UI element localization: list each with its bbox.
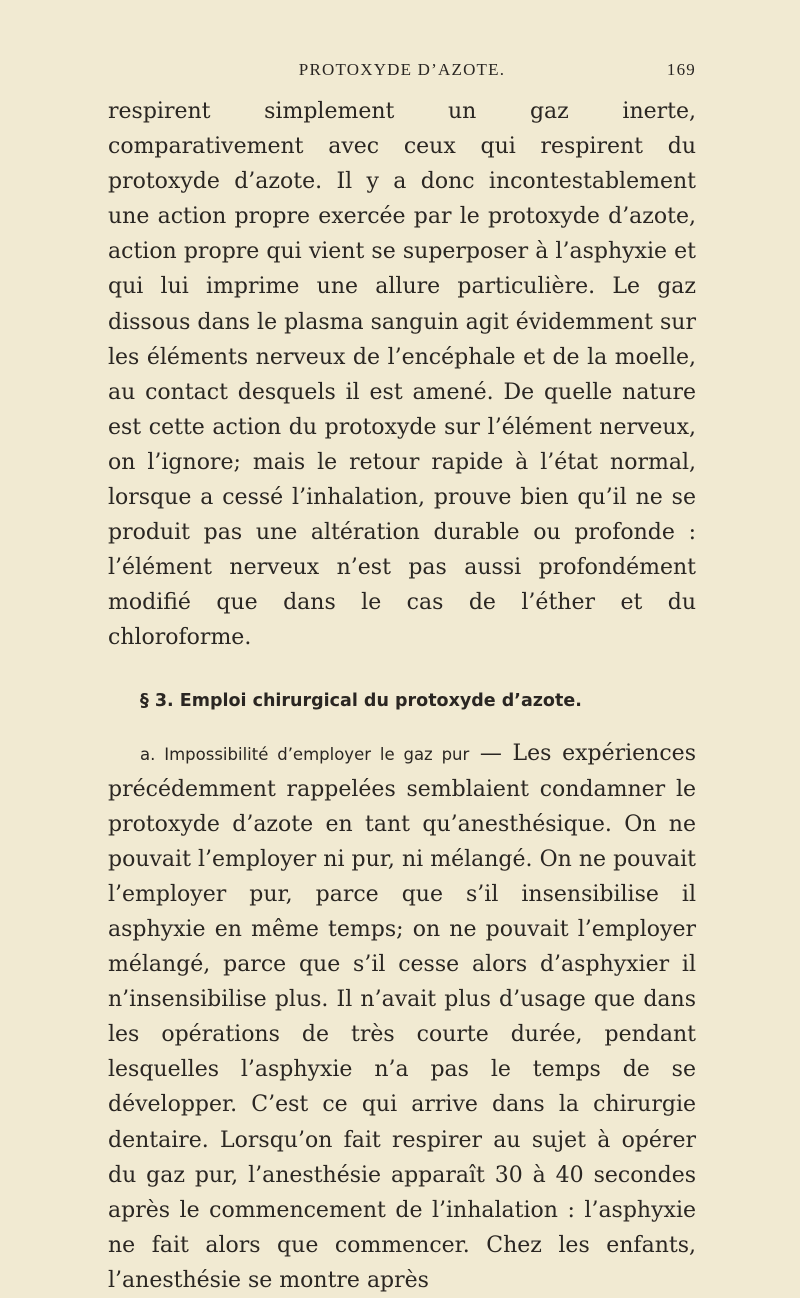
running-head xyxy=(108,56,696,86)
section-heading: § 3. Emploi chirurgical du protoxyde d’azote. xyxy=(140,686,696,716)
page-number: 169 xyxy=(667,60,696,80)
subsection-heading: a. Impossibilité d’employer le gaz pur xyxy=(140,745,469,764)
paragraph-continued: respirent simplement un gaz inerte, comparativement avec ceux qui respirent du protoxyde d’azote. Il y a donc incontestablement une action propre exercée par le protoxyde d’azote, action propre qui vient se superposer à l’asphyxie et qui lui imprime une allure particulière. Le gaz dissous dans le plasma sanguin agit évidemment sur les éléments nerveux de l’encéphale et de la moelle, au contact desquels il est amené. De quelle nature est cette action du protoxyde sur l’élément nerveux, on l’ignore; mais le retour rapide à l’état normal, lorsque a cessé l’inhalation, prouve bien qu’il ne se produit pas une altération durable ou profonde : l’élément nerveux n’est pas aussi profondément modifié que dans le cas de l’éther et du chloroforme. xyxy=(108,94,696,656)
paragraph-subsection-a xyxy=(108,736,696,1298)
book-page xyxy=(108,56,696,1298)
subsection-text: Les expériences précédemment rappelées semblaient condamner le protoxyde d’azote en tant qu’anesthésique. On ne pouvait l’employer ni pur, ni mélangé. On ne pouvait l’employer pur, parce que s’il insensibilise il asphyxie en même temps; on ne pouvait l’employer mélangé, parce que s’il cesse alors d’asphyxier il n’insensibilise plus. Il n’avait plus d’usage que dans les opérations de très courte durée, pendant lesquelles l’asphyxie n’a pas le temps de se développer. C’est ce qui arrive dans la chirurgie dentaire. Lorsqu’on fait respirer au sujet à opérer du gaz pur, l’anesthésie apparaît 30 à 40 secondes après le commencement de l’inhalation : l’asphyxie ne fait alors que commencer. Chez les enfants, l’anesthésie se montre après xyxy=(108,741,696,1293)
subsection-dash: — xyxy=(469,741,512,766)
running-title: PROTOXYDE D’AZOTE. xyxy=(108,60,696,80)
